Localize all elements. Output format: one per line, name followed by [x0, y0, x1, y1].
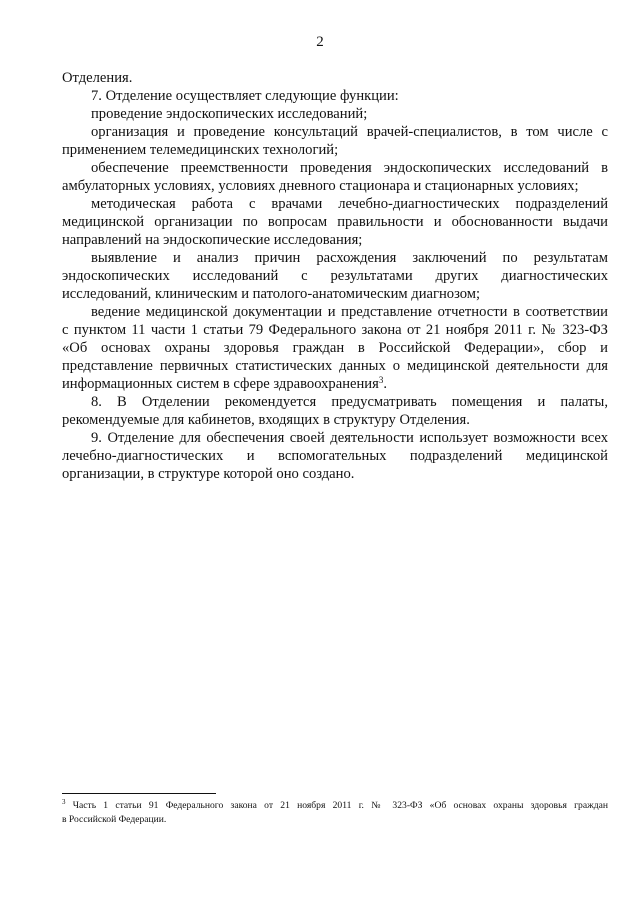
- text-line: применением телемедицинских технологий;: [62, 142, 339, 158]
- text-line: 9. Отделение для обеспечения своей деятельности использует возможности всех: [91, 430, 608, 446]
- text-line: информационных систем в сфере здравоохранения: [62, 376, 379, 392]
- text-line: ведение медицинской документации и представление отчетности в соответствии: [91, 304, 608, 320]
- text-line: организация и проведение консультаций врачей-специалистов, в том числе с: [91, 124, 608, 140]
- text-line: рекомендуемые для кабинетов, входящих в структуру Отделения.: [62, 412, 470, 428]
- text-line: исследований, клиническим и патолого-анатомическим диагнозом;: [62, 286, 481, 302]
- text-line: выявление и анализ причин расхождения заключений по результатам: [91, 250, 608, 266]
- text-line: амбулаторных условиях, условиях дневного стационара и стационарных условиях;: [62, 178, 579, 194]
- text-line: представление первичных статистических данных о медицинской деятельности для: [62, 358, 608, 374]
- text-line: методическая работа с врачами лечебно-диагностических подразделений: [91, 196, 608, 212]
- line-end-period: .: [383, 376, 387, 392]
- footnote-marker: 3: [62, 798, 66, 806]
- text-line: эндоскопических исследований с результатами других диагностических: [62, 268, 608, 284]
- footnote-reference: 3: [378, 375, 384, 385]
- text-line: 8. В Отделении рекомендуется предусматривать помещения и палаты,: [91, 394, 608, 410]
- text-line: 7. Отделение осуществляет следующие функции:: [91, 88, 399, 104]
- text-line: организации, в структуре которой оно создано.: [62, 466, 355, 482]
- text-line: медицинской организации по вопросам правильности и обоснованности выдачи: [62, 214, 608, 230]
- text-line: обеспечение преемственности проведения эндоскопических исследований в: [91, 160, 608, 176]
- text-line: направлений на эндоскопические исследования;: [62, 232, 363, 248]
- footnote-divider: [62, 793, 216, 794]
- text-line-with-footnote: [62, 376, 608, 393]
- page-number: 2: [316, 34, 324, 50]
- text-line: с пунктом 11 части 1 статьи 79 Федерального закона от 21 ноября 2011 г. № 323-ФЗ: [62, 322, 608, 338]
- text-line: лечебно-диагностических и вспомогательных подразделений медицинской: [62, 448, 608, 464]
- text-line: Отделения.: [62, 70, 133, 86]
- footnote-line: в Российской Федерации.: [62, 814, 167, 825]
- footnote-line: [62, 800, 608, 812]
- text-line: «Об основах охраны здоровья граждан в Российской Федерации», сбор и: [62, 340, 608, 356]
- footnote-text: Часть 1 статьи 91 Федерального закона от 21 ноября 2011 г. № 323-ФЗ «Об основах охраны здоровья граждан: [72, 800, 608, 811]
- text-line: проведение эндоскопических исследований;: [91, 106, 368, 122]
